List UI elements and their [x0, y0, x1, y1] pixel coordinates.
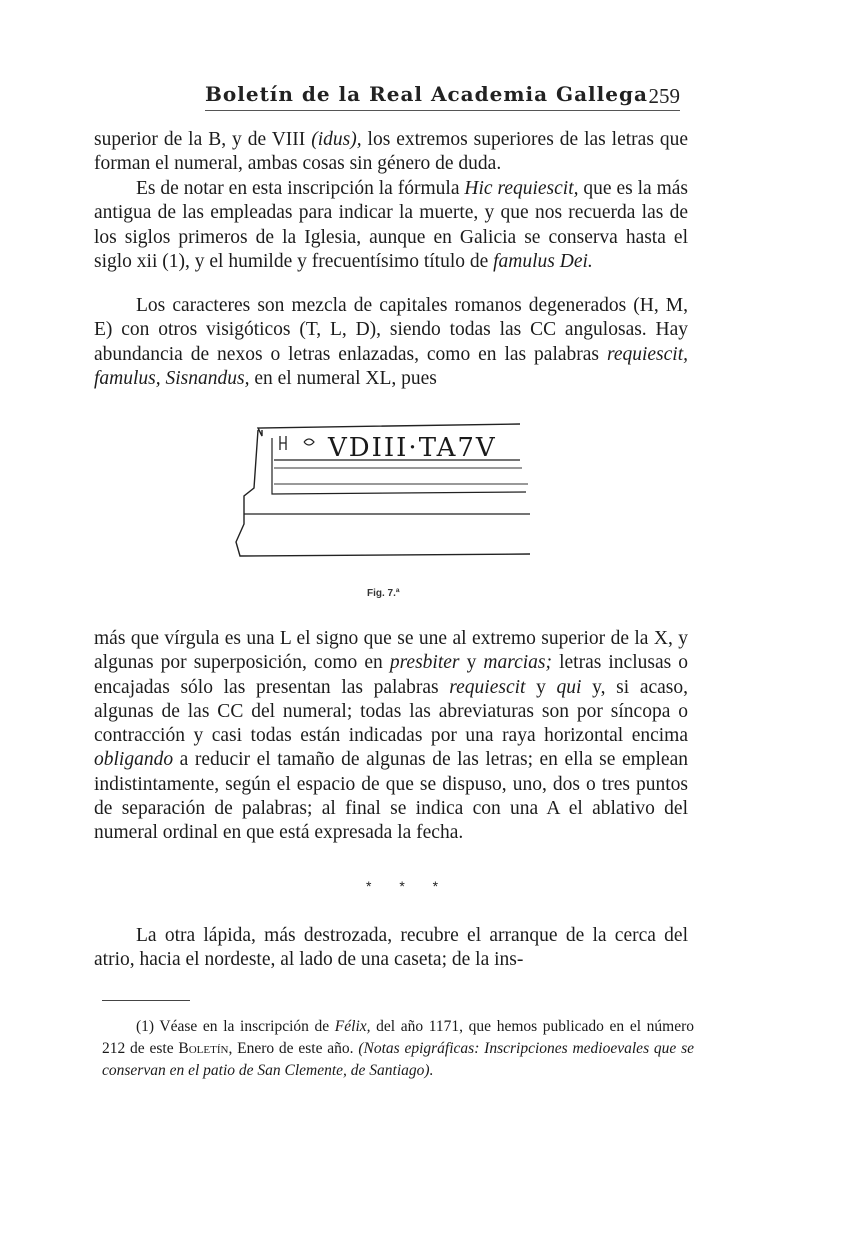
- text-segment: obligando: [94, 749, 174, 771]
- text-segment: marcias;: [483, 652, 553, 674]
- section-separator: * * *: [366, 878, 451, 894]
- text-segment: y, si acaso, algunas de las CC del numeral; todas las abreviaturas son por síncopa o contracción y casi todas están indicadas por una raya horizontal encima: [94, 676, 689, 747]
- header-rule: [205, 110, 680, 111]
- text-segment: requiescit: [449, 676, 526, 698]
- text-segment: La otra lápida, más destrozada, recubre el arranque de la cerca del atrio, hacia el nordeste, al lado de una caseta; de la ins-: [94, 925, 688, 971]
- text-segment: a reducir el tamaño de algunas de las letras; en ella se emplean indistintamente, según el espacio de que se dispuso, uno, dos o tres puntos de separación de palabras; al final se indica con una A el ablativo del numeral ordinal en que está expresada la fecha.: [94, 749, 688, 844]
- running-title: Boletín de la Real Academia Gallega: [205, 82, 648, 106]
- paragraph-2: [94, 177, 688, 274]
- text-segment: más que vírgula es una L el signo que se une al extremo superior de la X, y algunas por superposición, como en: [94, 628, 688, 674]
- paragraph-5: [94, 924, 688, 973]
- text-segment: (idus),: [311, 129, 362, 150]
- footnote-segment: (1) Véase en la inscripción de: [136, 1018, 335, 1035]
- text-segment: y: [525, 676, 557, 698]
- footnote-segment: Boletín,: [178, 1040, 233, 1057]
- text-segment: letras inclusas o encajadas sólo las presentan las palabras: [94, 652, 689, 698]
- paragraph-1: [94, 128, 688, 177]
- text-segment: qui: [556, 676, 582, 698]
- text-segment: famulus,: [94, 367, 161, 389]
- text-segment: Es de notar en esta inscripción la fórmula: [136, 178, 465, 199]
- text-segment: superior de la B, y de VIII: [94, 129, 312, 150]
- text-segment: requiescit,: [606, 343, 688, 365]
- footnote-segment: Enero de este año.: [232, 1040, 359, 1057]
- footnote-segment: del año 1171, que hemos publicado en el número 212 de este: [102, 1018, 694, 1057]
- text-segment: y: [459, 652, 484, 674]
- inscription-text: VDIII·TA7V: [328, 433, 497, 463]
- footnote-segment: (Notas epigráficas: Inscripciones medioevales que se conservan en el patio de San Clemente, de Santiago).: [102, 1040, 694, 1079]
- paragraph-4: [94, 627, 688, 846]
- text-segment: que es la más antigua de las empleadas para indicar la muerte, y que nos recuerda las de los siglos primeros de la Iglesia, aunque en Galicia se conserva hasta el siglo xii (1), y el humilde y frecuentísimo título de: [94, 178, 689, 272]
- footnote: [102, 1016, 694, 1082]
- text-segment: Los caracteres son mezcla de capitales romanos degenerados (H, M, E) con otros visigóticos (T, L, D), siendo todas las CC angulosas. Hay abundancia de nexos o letras enlazadas, como en las palabras: [94, 295, 688, 365]
- figure-caption: Fig. 7.ª: [367, 588, 400, 599]
- running-head: [205, 82, 680, 112]
- footnote-segment: Félix,: [334, 1018, 371, 1035]
- text-segment: presbiter: [389, 652, 460, 674]
- footnote-rule: [102, 1000, 190, 1001]
- text-segment: en el numeral XL, pues: [249, 367, 437, 389]
- paragraph-3: [94, 294, 688, 391]
- inscription-figure: [230, 418, 540, 568]
- text-segment: los extremos superiores de las letras que forman el numeral, ambas cosas sin género de duda.: [94, 129, 689, 175]
- page-number: 259: [648, 84, 680, 108]
- text-segment: Hic requiescit,: [464, 178, 579, 199]
- text-segment: Sisnandus,: [165, 367, 250, 389]
- inscription-drawing: [230, 418, 540, 568]
- text-segment: famulus Dei.: [493, 250, 593, 272]
